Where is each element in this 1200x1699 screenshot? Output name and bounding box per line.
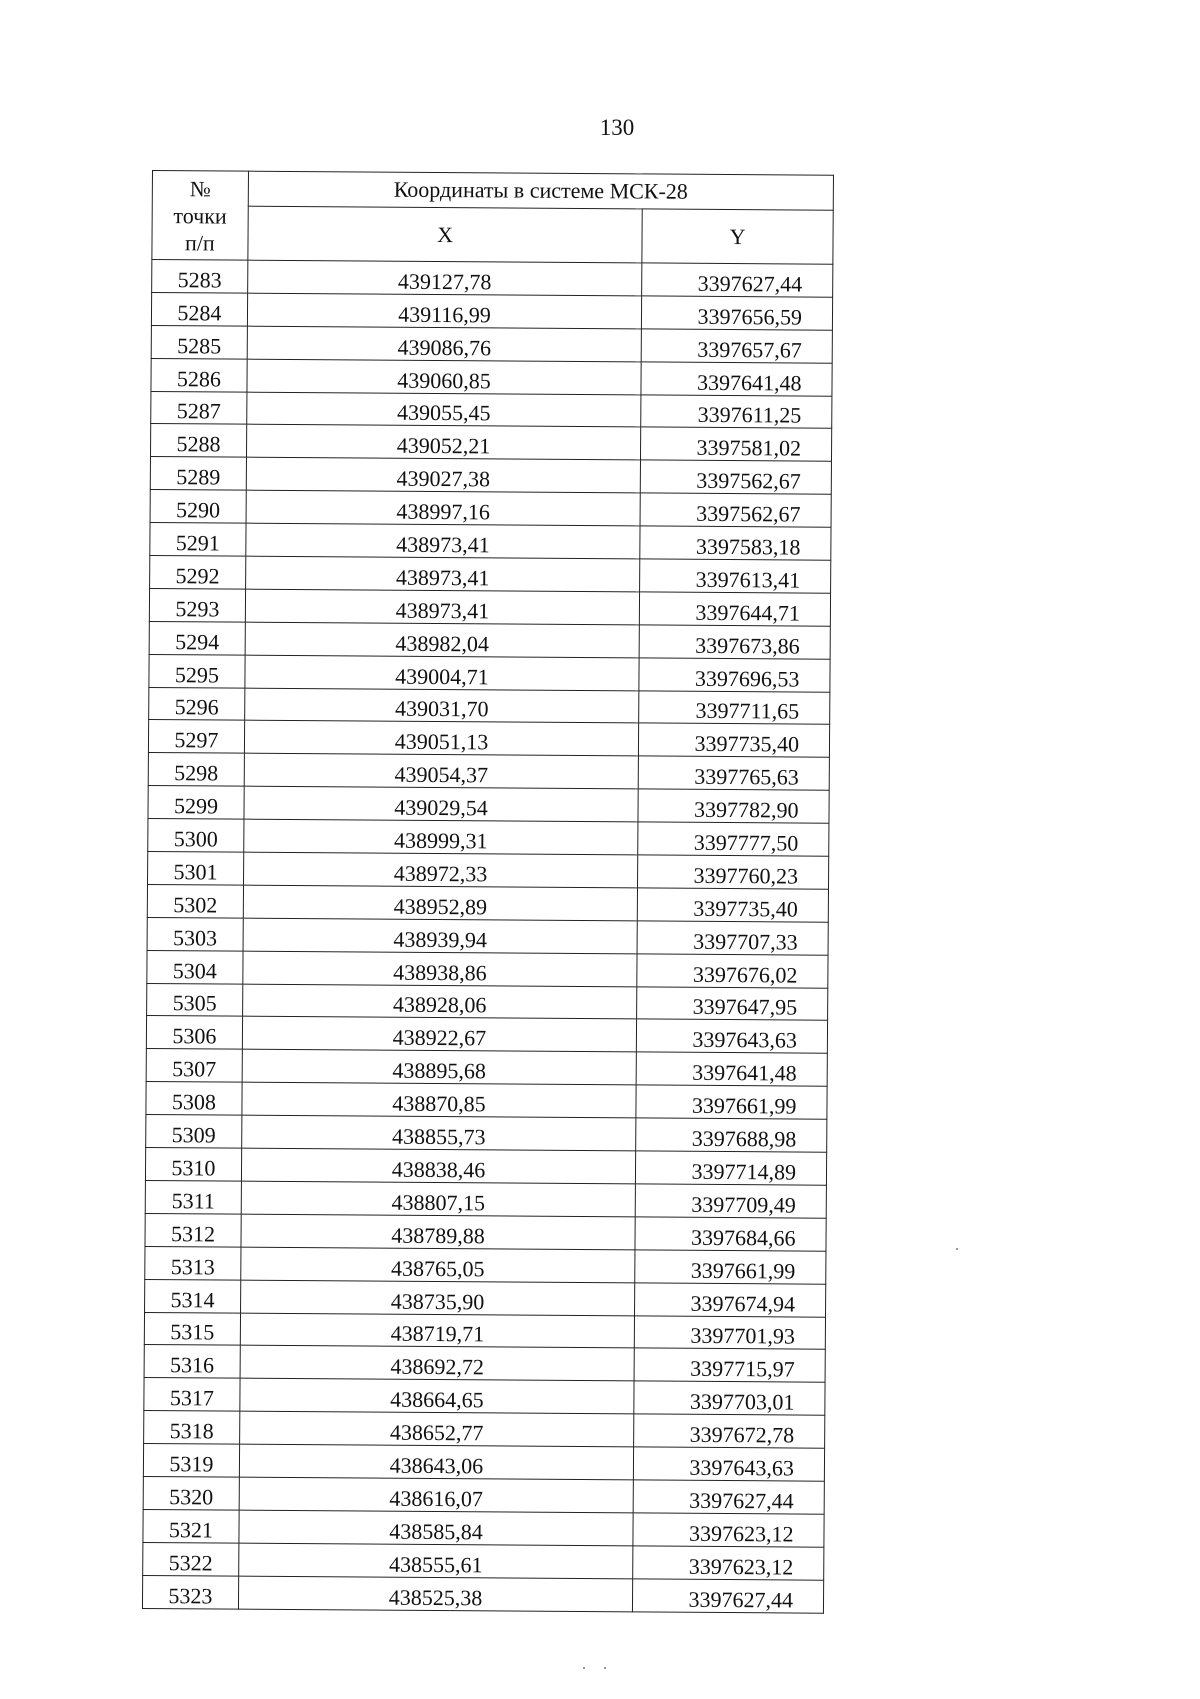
point-number-cell: 5303 — [147, 917, 243, 951]
y-coordinate-cell: 3397674,94 — [635, 1283, 826, 1317]
table-header — [152, 171, 834, 265]
point-number-cell: 5304 — [147, 950, 243, 984]
point-number-cell: 5301 — [148, 852, 244, 886]
table-row — [150, 424, 831, 462]
y-coordinate-cell: 3397643,63 — [636, 1019, 827, 1053]
table-body — [142, 260, 832, 1613]
y-coordinate-cell: 3397641,48 — [636, 1052, 827, 1086]
x-coordinate-cell: 438895,68 — [242, 1050, 636, 1086]
x-coordinate-cell: 438973,41 — [246, 523, 640, 559]
point-number-header-line-2: точки — [173, 202, 227, 229]
y-coordinate-cell: 3397703,01 — [634, 1381, 825, 1415]
page-number: 130 — [599, 115, 635, 140]
x-coordinate-cell: 438735,90 — [240, 1280, 634, 1316]
x-coordinate-cell: 438789,88 — [241, 1214, 635, 1250]
x-coordinate-cell: 438938,86 — [243, 951, 637, 987]
x-coordinate-cell: 438973,41 — [245, 589, 639, 625]
point-number-cell: 5295 — [149, 654, 245, 688]
table-row — [149, 588, 830, 626]
y-coordinate-cell: 3397644,71 — [639, 592, 830, 626]
y-coordinate-cell: 3397661,99 — [635, 1250, 826, 1284]
table-row — [144, 1378, 825, 1416]
point-number-cell: 5311 — [145, 1180, 241, 1214]
y-coordinate-cell: 3397701,93 — [634, 1315, 825, 1349]
y-coordinate-cell: 3397581,02 — [641, 427, 832, 461]
x-coordinate-cell: 438922,67 — [242, 1017, 636, 1053]
point-number-cell: 5302 — [147, 884, 243, 918]
x-coordinate-cell: 438982,04 — [245, 622, 639, 658]
x-coordinate-cell: 439027,38 — [246, 458, 640, 494]
y-coordinate-cell: 3397661,99 — [636, 1085, 827, 1119]
x-coordinate-cell: 439051,13 — [244, 721, 638, 757]
y-coordinate-cell: 3397714,89 — [636, 1151, 827, 1185]
table-row — [148, 819, 829, 857]
table-row — [151, 391, 832, 429]
table-row — [145, 1180, 826, 1218]
y-coordinate-cell: 3397627,44 — [642, 263, 833, 297]
y-coordinate-cell: 3397782,90 — [638, 789, 829, 823]
point-number-cell: 5306 — [146, 1016, 242, 1050]
point-number-cell: 5292 — [150, 556, 246, 590]
point-number-cell: 5318 — [144, 1411, 240, 1445]
y-coordinate-cell: 3397735,40 — [639, 723, 830, 757]
x-coordinate-cell: 438855,73 — [242, 1115, 636, 1151]
y-coordinate-cell: 3397562,67 — [640, 493, 831, 527]
table-row — [143, 1542, 824, 1580]
x-coordinate-cell: 438555,61 — [239, 1543, 633, 1579]
table-row — [145, 1148, 826, 1186]
x-coordinate-cell: 439055,45 — [247, 392, 641, 428]
y-coordinate-cell: 3397613,41 — [640, 559, 831, 593]
table-row — [143, 1444, 824, 1482]
y-coordinate-cell: 3397623,12 — [633, 1546, 824, 1580]
x-coordinate-cell: 438585,84 — [239, 1510, 633, 1546]
x-coordinate-cell: 439052,21 — [246, 425, 640, 461]
table-row — [148, 786, 829, 824]
table-row — [146, 1049, 827, 1087]
point-number-cell: 5296 — [149, 687, 245, 721]
x-coordinate-cell: 438692,72 — [240, 1346, 634, 1382]
x-coordinate-cell: 439060,85 — [247, 359, 641, 395]
x-coordinate-cell: 438616,07 — [239, 1477, 633, 1513]
table-row — [151, 358, 832, 396]
x-coordinate-cell: 438939,94 — [243, 918, 637, 954]
coordinates-table — [142, 170, 834, 1613]
point-number-cell: 5319 — [143, 1444, 239, 1478]
table-row — [151, 292, 832, 330]
table-row — [144, 1345, 825, 1383]
table-row — [143, 1509, 824, 1547]
y-coordinate-cell: 3397627,44 — [633, 1480, 824, 1514]
table-row — [149, 654, 830, 692]
point-number-cell: 5284 — [151, 292, 247, 326]
table-row — [147, 884, 828, 922]
x-coordinate-cell: 438664,65 — [240, 1378, 634, 1414]
y-coordinate-cell: 3397688,98 — [636, 1118, 827, 1152]
table-row — [147, 950, 828, 988]
point-number-cell: 5309 — [146, 1115, 242, 1149]
point-number-header — [152, 171, 249, 261]
point-number-cell: 5308 — [146, 1082, 242, 1116]
y-coordinate-cell: 3397684,66 — [635, 1217, 826, 1251]
point-number-cell: 5293 — [149, 588, 245, 622]
x-coordinate-cell: 438807,15 — [241, 1181, 635, 1217]
point-number-header-line-1: № — [189, 175, 211, 201]
table-row — [146, 1115, 827, 1153]
point-number-cell: 5290 — [150, 490, 246, 524]
x-coordinate-cell: 438999,31 — [244, 819, 638, 855]
x-coordinate-cell: 438972,33 — [243, 852, 637, 888]
y-coordinate-cell: 3397647,95 — [637, 986, 828, 1020]
point-number-cell: 5288 — [150, 424, 246, 458]
point-number-cell: 5294 — [149, 621, 245, 655]
y-coordinate-cell: 3397643,63 — [633, 1447, 824, 1481]
y-coordinate-cell: 3397657,67 — [641, 329, 832, 363]
point-number-header-line-3: п/п — [185, 229, 215, 255]
y-coordinate-cell: 3397760,23 — [638, 855, 829, 889]
table-row — [150, 556, 831, 594]
y-coordinate-cell: 3397711,65 — [639, 690, 830, 724]
x-coordinate-cell: 438973,41 — [245, 556, 639, 592]
point-number-cell: 5307 — [146, 1049, 242, 1083]
point-number-cell: 5314 — [145, 1279, 241, 1313]
point-number-cell: 5312 — [145, 1213, 241, 1247]
point-number-cell: 5285 — [151, 325, 247, 359]
y-column-header: Y — [642, 209, 833, 265]
table-row — [148, 720, 829, 758]
x-coordinate-cell: 438870,85 — [242, 1082, 636, 1118]
y-coordinate-cell: 3397627,44 — [633, 1579, 824, 1613]
x-coordinate-cell: 438997,16 — [246, 490, 640, 526]
table-row — [145, 1246, 826, 1284]
table-row — [145, 1213, 826, 1251]
table-row — [150, 457, 831, 495]
table-row — [149, 687, 830, 725]
table-row — [146, 1082, 827, 1120]
table-row — [150, 490, 831, 528]
table-row — [143, 1476, 824, 1514]
scan-speck — [604, 1667, 606, 1669]
y-coordinate-cell: 3397777,50 — [638, 822, 829, 856]
x-coordinate-cell: 439029,54 — [244, 786, 638, 822]
y-coordinate-cell: 3397735,40 — [637, 888, 828, 922]
x-coordinate-cell: 438928,06 — [242, 984, 636, 1020]
table-row — [144, 1411, 825, 1449]
point-number-cell: 5323 — [142, 1575, 238, 1609]
point-number-cell: 5321 — [143, 1509, 239, 1543]
table-row — [145, 1279, 826, 1317]
y-coordinate-cell: 3397623,12 — [633, 1513, 824, 1547]
x-coordinate-cell: 438765,05 — [241, 1247, 635, 1283]
x-column-header: X — [248, 206, 643, 263]
point-number-cell: 5286 — [151, 358, 247, 392]
point-number-cell: 5297 — [148, 720, 244, 754]
y-coordinate-cell: 3397672,78 — [634, 1414, 825, 1448]
y-coordinate-cell: 3397673,86 — [639, 625, 830, 659]
table-row — [150, 523, 831, 561]
table-row — [149, 621, 830, 659]
point-number-cell: 5310 — [145, 1148, 241, 1182]
table-row — [152, 260, 833, 298]
table-row — [148, 852, 829, 890]
point-number-cell: 5299 — [148, 786, 244, 820]
y-coordinate-cell: 3397707,33 — [637, 921, 828, 955]
x-coordinate-cell: 439031,70 — [245, 688, 639, 724]
table-row — [147, 983, 828, 1021]
point-number-cell: 5313 — [145, 1246, 241, 1280]
y-coordinate-cell: 3397709,49 — [635, 1184, 826, 1218]
point-number-cell: 5305 — [147, 983, 243, 1017]
x-coordinate-cell: 438719,71 — [240, 1313, 634, 1349]
x-coordinate-cell: 438652,77 — [239, 1411, 633, 1447]
x-coordinate-cell: 439086,76 — [247, 326, 641, 362]
table-row — [146, 1016, 827, 1054]
point-number-cell: 5315 — [144, 1312, 240, 1346]
table-row — [144, 1312, 825, 1350]
y-coordinate-cell: 3397562,67 — [640, 460, 831, 494]
y-coordinate-cell: 3397583,18 — [640, 526, 831, 560]
point-number-cell: 5283 — [152, 260, 248, 294]
x-coordinate-cell: 439054,37 — [244, 754, 638, 790]
point-number-cell: 5317 — [144, 1378, 240, 1412]
x-coordinate-cell: 438838,46 — [241, 1148, 635, 1184]
x-coordinate-cell: 439116,99 — [247, 293, 641, 329]
point-number-cell: 5291 — [150, 523, 246, 557]
x-coordinate-cell: 438643,06 — [239, 1444, 633, 1480]
point-number-cell: 5287 — [151, 391, 247, 425]
point-number-cell: 5322 — [143, 1542, 239, 1576]
scan-speck — [956, 1248, 958, 1250]
y-coordinate-cell: 3397656,59 — [642, 296, 833, 330]
y-coordinate-cell: 3397715,97 — [634, 1348, 825, 1382]
table-row — [142, 1575, 823, 1613]
point-number-cell: 5298 — [148, 753, 244, 787]
x-coordinate-cell: 439127,78 — [248, 260, 642, 296]
point-number-cell: 5300 — [148, 819, 244, 853]
point-number-cell: 5320 — [143, 1476, 239, 1510]
coordinates-system-header: Координаты в системе МСК-28 — [248, 171, 833, 210]
scan-speck — [583, 1667, 585, 1669]
y-coordinate-cell: 3397696,53 — [639, 658, 830, 692]
point-number-cell: 5316 — [144, 1345, 240, 1379]
y-coordinate-cell: 3397765,63 — [638, 756, 829, 790]
table-row — [147, 917, 828, 955]
table-row — [148, 753, 829, 791]
x-coordinate-cell: 438525,38 — [238, 1576, 632, 1612]
x-coordinate-cell: 439004,71 — [245, 655, 639, 691]
table-row — [151, 325, 832, 363]
x-coordinate-cell: 438952,89 — [243, 885, 637, 921]
y-coordinate-cell: 3397641,48 — [641, 362, 832, 396]
y-coordinate-cell: 3397611,25 — [641, 394, 832, 428]
y-coordinate-cell: 3397676,02 — [637, 954, 828, 988]
point-number-cell: 5289 — [150, 457, 246, 491]
